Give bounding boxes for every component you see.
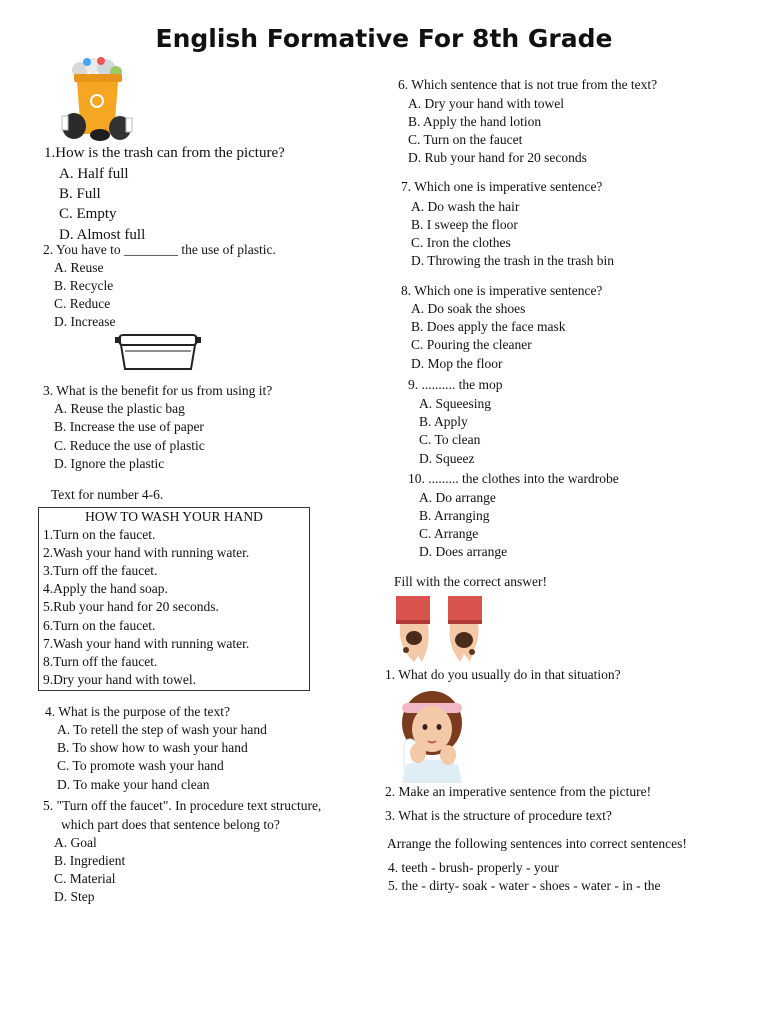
fill-heading: Fill with the correct answer! bbox=[394, 574, 547, 589]
essay-question-2: 2. Make an imperative sentence from the picture! bbox=[385, 784, 652, 799]
q4-option-c: C. To promote wash your hand bbox=[57, 758, 224, 773]
question-10: 10. ......... the clothes into the wardrobe bbox=[408, 471, 619, 486]
q3-option-b: B. Increase the use of paper bbox=[54, 419, 204, 434]
question-2: 2. You have to ________ the use of plastic. bbox=[43, 242, 276, 257]
procedure-step: 2.Wash your hand with running water. bbox=[43, 545, 250, 560]
q5-option-a: A. Goal bbox=[54, 835, 97, 850]
q2-option-c: C. Reduce bbox=[54, 296, 111, 311]
q7-option-d: D. Throwing the trash in the trash bin bbox=[411, 253, 614, 268]
trash-bin-image bbox=[60, 56, 135, 142]
q4-option-d: D. To make your hand clean bbox=[57, 777, 210, 792]
question-3: 3. What is the benefit for us from using it? bbox=[43, 383, 273, 398]
essay-question-1: 1. What do you usually do in that situation? bbox=[385, 667, 621, 682]
q9-option-a: A. Squeesing bbox=[419, 396, 491, 411]
q6-option-c: C. Turn on the faucet bbox=[408, 132, 523, 147]
question-8: 8. Which one is imperative sentence? bbox=[401, 283, 603, 298]
plastic-container-image bbox=[115, 333, 201, 373]
girl-washing-face-image bbox=[392, 689, 472, 783]
q3-option-d: D. Ignore the plastic bbox=[54, 456, 165, 471]
q8-option-c: C. Pouring the cleaner bbox=[411, 337, 532, 352]
q10-option-b: B. Arranging bbox=[419, 508, 490, 523]
q7-option-c: C. Iron the clothes bbox=[411, 235, 511, 250]
q9-option-b: B. Apply bbox=[419, 414, 468, 429]
text-intro: Text for number 4-6. bbox=[51, 487, 164, 502]
q9-option-c: C. To clean bbox=[419, 432, 481, 447]
q1-option-c: C. Empty bbox=[59, 206, 117, 222]
q6-option-b: B. Apply the hand lotion bbox=[408, 114, 542, 129]
question-5-line-2: which part does that sentence belong to? bbox=[61, 817, 280, 832]
q2-option-a: A. Reuse bbox=[54, 260, 104, 275]
q8-option-b: B. Does apply the face mask bbox=[411, 319, 566, 334]
q1-option-a: A. Half full bbox=[59, 166, 129, 182]
q4-option-a: A. To retell the step of wash your hand bbox=[57, 722, 267, 737]
essay-question-3: 3. What is the structure of procedure text? bbox=[385, 808, 612, 823]
dirty-hands-image bbox=[392, 596, 486, 664]
q2-option-b: B. Recycle bbox=[54, 278, 114, 293]
q3-option-a: A. Reuse the plastic bag bbox=[54, 401, 185, 416]
q5-option-d: D. Step bbox=[54, 889, 95, 904]
q1-option-b: B. Full bbox=[59, 186, 101, 202]
q6-option-a: A. Dry your hand with towel bbox=[408, 96, 564, 111]
q1-option-d: D. Almost full bbox=[59, 227, 146, 243]
q5-option-b: B. Ingredient bbox=[54, 853, 126, 868]
q8-option-d: D. Mop the floor bbox=[411, 356, 503, 371]
question-9: 9. .......... the mop bbox=[408, 377, 503, 392]
question-1: 1.How is the trash can from the picture? bbox=[44, 145, 285, 161]
page-title: English Formative For 8th Grade bbox=[155, 24, 613, 53]
q10-option-a: A. Do arrange bbox=[419, 490, 496, 505]
procedure-text-box bbox=[38, 507, 310, 691]
q4-option-b: B. To show how to wash your hand bbox=[57, 740, 248, 755]
arrange-heading: Arrange the following sentences into correct sentences! bbox=[387, 836, 687, 851]
procedure-step: 4.Apply the hand soap. bbox=[43, 581, 168, 596]
procedure-step: 5.Rub your hand for 20 seconds. bbox=[43, 599, 219, 614]
question-6: 6. Which sentence that is not true from the text? bbox=[398, 77, 658, 92]
procedure-step: 1.Turn on the faucet. bbox=[43, 527, 156, 542]
q10-option-d: D. Does arrange bbox=[419, 544, 508, 559]
procedure-step: 8.Turn off the faucet. bbox=[43, 654, 158, 669]
question-4: 4. What is the purpose of the text? bbox=[45, 704, 230, 719]
q8-option-a: A. Do soak the shoes bbox=[411, 301, 526, 316]
procedure-step: 7.Wash your hand with running water. bbox=[43, 636, 250, 651]
q7-option-b: B. I sweep the floor bbox=[411, 217, 518, 232]
procedure-step: 3.Turn off the faucet. bbox=[43, 563, 158, 578]
q6-option-d: D. Rub your hand for 20 seconds bbox=[408, 150, 587, 165]
procedure-step: 9.Dry your hand with towel. bbox=[43, 672, 196, 687]
q5-option-c: C. Material bbox=[54, 871, 116, 886]
procedure-heading: HOW TO WASH YOUR HAND bbox=[85, 509, 263, 524]
procedure-step: 6.Turn on the faucet. bbox=[43, 618, 156, 633]
question-5-line-1: 5. "Turn off the faucet". In procedure text structure, bbox=[43, 798, 322, 813]
q2-option-d: D. Increase bbox=[54, 314, 116, 329]
q3-option-c: C. Reduce the use of plastic bbox=[54, 438, 205, 453]
q9-option-d: D. Squeez bbox=[419, 451, 475, 466]
question-7: 7. Which one is imperative sentence? bbox=[401, 179, 603, 194]
q7-option-a: A. Do wash the hair bbox=[411, 199, 520, 214]
arrange-question-4: 4. teeth - brush- properly - your bbox=[388, 860, 559, 875]
q10-option-c: C. Arrange bbox=[419, 526, 479, 541]
arrange-question-5: 5. the - dirty- soak - water - shoes - water - in - the bbox=[388, 878, 661, 893]
